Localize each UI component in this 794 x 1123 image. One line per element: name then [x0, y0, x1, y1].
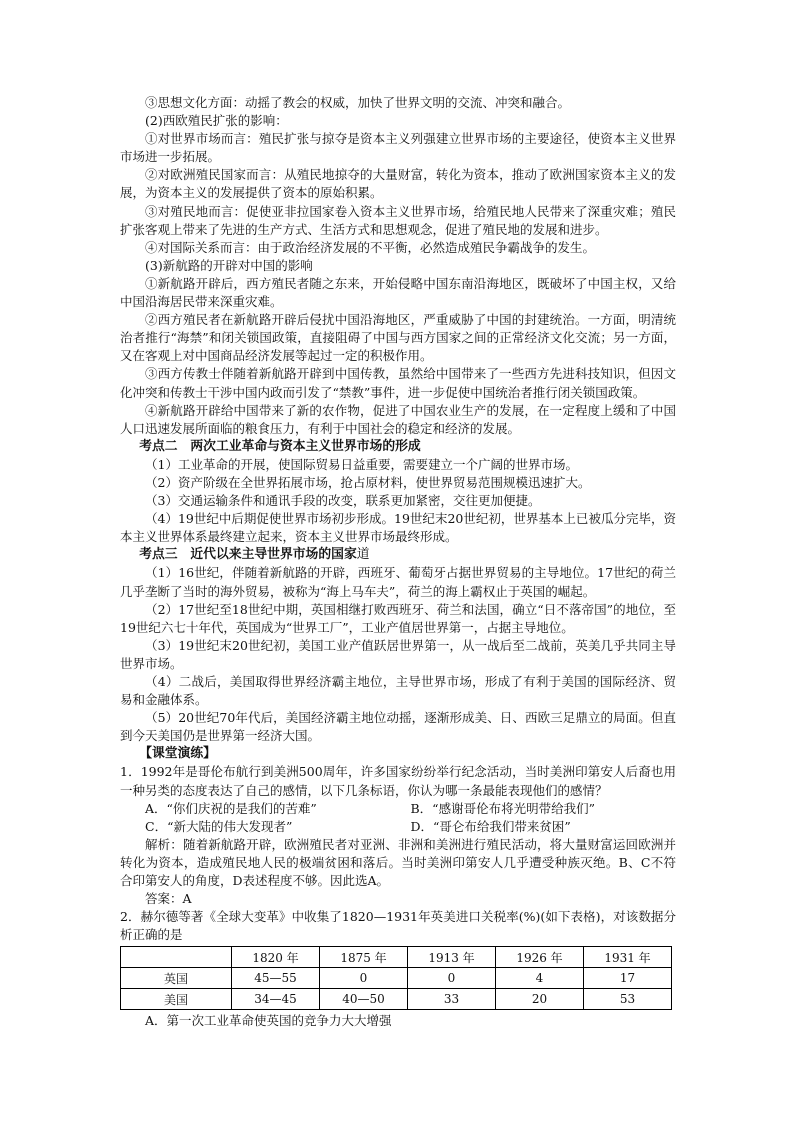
section-heading-3-tail: 道: [356, 547, 370, 563]
document-page: [120, 94, 676, 1031]
table-cell: 4: [496, 968, 584, 989]
list-item: （2）资产阶级在全世界拓展市场，抢占原材料，使世界贸易范围规模迅速扩大。: [145, 474, 591, 490]
table-cell: 1926 年: [496, 947, 584, 968]
table-header-row: [121, 947, 672, 968]
paragraph: ②对欧洲殖民国家而言：从殖民地掠夺的大量财富，转化为资本，推动了欧洲国家资本主义的发展，为资本主义的发展提供了资本的原始积累。: [120, 167, 676, 201]
paragraph: ②西方殖民者在新航路开辟后侵扰中国沿海地区，严重威胁了中国的封建统治。一方面，明清统治者推行“海禁”和闭关锁国政策，直接阻碍了中国与西方国家之间的正常经济文化交流；另一方面，又在客观上对中国商品经济发展等起过一定的积极作用。: [120, 312, 676, 364]
option-b: B．“感谢哥伦布将光明带给我们”: [410, 800, 595, 816]
practice-heading: 【课堂演练】: [139, 746, 216, 762]
paragraph: ③对殖民地而言：促使亚非拉国家卷入资本主义世界市场，给殖民地人民带来了深重灾难；殖民扩张客观上带来了先进的生产方式、生活方式和思想观念，促进了殖民地的发展和进步。: [120, 203, 676, 237]
list-item: （4）19世纪中后期促使世界市场初步形成。19世纪末20世纪初，世界基本上已被瓜分完毕，资本主义世界体系最终建立起来，资本主义世界市场最终形成。: [120, 511, 676, 545]
list-item: （4）二战后，美国取得世界经济霸主地位，主导世界市场，形成了有利于美国的国际经济、贸易和金融体系。: [120, 674, 676, 708]
table-cell: 45—55: [232, 968, 320, 989]
table-cell: 0: [408, 968, 496, 989]
section-heading-3-text: 考点三 近代以来主导世界市场的国家: [139, 547, 357, 563]
table-cell: [121, 947, 232, 968]
list-item: （3）交通运输条件和通讯手段的改变，联系更加紧密，交往更加便捷。: [145, 493, 541, 509]
list-item: （2）17世纪至18世纪中期，英国相继打败西班牙、荷兰和法国，确立“日不落帝国”的地位，至19世纪六七十年代，英国成为“世界工厂”，工业产值居世界第一，占据主导地位。: [120, 601, 676, 635]
paragraph: ①对世界市场而言：殖民扩张与掠夺是资本主义列强建立世界市场的主要途径，使资本主义世界市场进一步拓展。: [120, 131, 676, 165]
option-c: C．“新大陆的伟大发现者”: [145, 818, 293, 834]
table-cell: 1820 年: [232, 947, 320, 968]
question-1-answer: 答案：A: [145, 891, 192, 907]
table-row: [121, 989, 672, 1010]
table-cell: 40—50: [320, 989, 408, 1010]
option-d: D．“哥仑布给我们带来贫困”: [410, 818, 571, 834]
list-item: （3）19世纪末20世纪初，美国工业产值跃居世界第一，从一战后至二战前，英美几乎共同主导世界市场。: [120, 637, 676, 671]
paragraph: ③思想文化方面：动摇了教会的权威，加快了世界文明的交流、冲突和融合。: [145, 95, 571, 110]
paragraph: ④对国际关系而言：由于政治经济发展的不平衡，必然造成殖民争霸战争的发生。: [145, 239, 596, 255]
section-heading-2: 考点二 两次工业革命与资本主义世界市场的形成: [139, 438, 421, 454]
table-cell: 英国: [121, 968, 232, 989]
subheading: (2)西欧殖民扩张的影响：: [145, 113, 288, 129]
question-1-options: [120, 800, 676, 836]
section-heading-3: [120, 546, 676, 564]
table-cell: 0: [320, 968, 408, 989]
list-item: （1）16世纪，伴随着新航路的开辟，西班牙、葡萄牙占据世界贸易的主导地位。17世纪的荷兰几乎垄断了当时的海外贸易，被称为“海上马车夫”，荷兰的海上霸权止于英国的崛起。: [120, 565, 676, 599]
table-cell: 53: [584, 989, 672, 1010]
subheading: (3)新航路的开辟对中国的影响: [145, 257, 313, 273]
table-cell: 34—45: [232, 989, 320, 1010]
table-cell: 20: [496, 989, 584, 1010]
paragraph: ④新航路开辟给中国带来了新的农作物，促进了中国农业生产的发展，在一定程度上缓和了中国人口迅速发展所面临的粮食压力，有利于中国社会的稳定和经济的发展。: [120, 402, 676, 436]
option-a: A．“你们庆祝的是我们的苦难”: [145, 800, 317, 816]
question-2-option-a: A．第一次工业革命使英国的竞争力大大增强: [145, 1013, 392, 1029]
list-item: （1）工业革命的开展，使国际贸易日益重要，需要建立一个广阔的世界市场。: [145, 456, 578, 472]
table-cell: 美国: [121, 989, 232, 1010]
paragraph: ③西方传教士伴随着新航路开辟到中国传教，虽然给中国带来了一些西方先进科技知识，但因文化冲突和传教士干涉中国内政而引发了“禁教”事件，进一步促使中国统治者推行闭关锁国政策。: [120, 366, 676, 400]
question-2-stem: 2．赫尔德等著《全球大变革》中收集了1820—1931年英美进口关税率(%)(如下表格)，对该数据分析正确的是: [120, 909, 676, 943]
list-item: （5）20世纪70年代后，美国经济霸主地位动摇，逐渐形成美、日、西欧三足鼎立的局面。但直到今天美国仍是世界第一经济大国。: [120, 710, 676, 744]
tariff-table: [120, 946, 672, 1010]
table-cell: 1875 年: [320, 947, 408, 968]
question-1-analysis: 解析：随着新航路开辟，欧洲殖民者对亚洲、非洲和美洲进行殖民活动，将大量财富运回欧洲并转化为资本，造成殖民地人民的极端贫困和落后。当时美洲印第安人几乎遭受种族灭绝。B、C不符合印第安人的角度，D表述程度不够。因此选A。: [120, 836, 676, 889]
table-row: [121, 968, 672, 989]
paragraph: ①新航路开辟后，西方殖民者随之东来，开始侵略中国东南沿海地区，既破坏了中国主权，又给中国沿海居民带来深重灾难。: [120, 275, 676, 310]
table-cell: 17: [584, 968, 672, 989]
question-1-stem: 1．1992年是哥伦布航行到美洲500周年，许多国家纷纷举行纪念活动，当时美洲印第安人后裔也用一种另类的态度表达了自己的感情，以下几条标语，你认为哪一条最能表现他们的感情？: [120, 764, 676, 798]
table-cell: 1931 年: [584, 947, 672, 968]
table-cell: 1913 年: [408, 947, 496, 968]
table-cell: 33: [408, 989, 496, 1010]
